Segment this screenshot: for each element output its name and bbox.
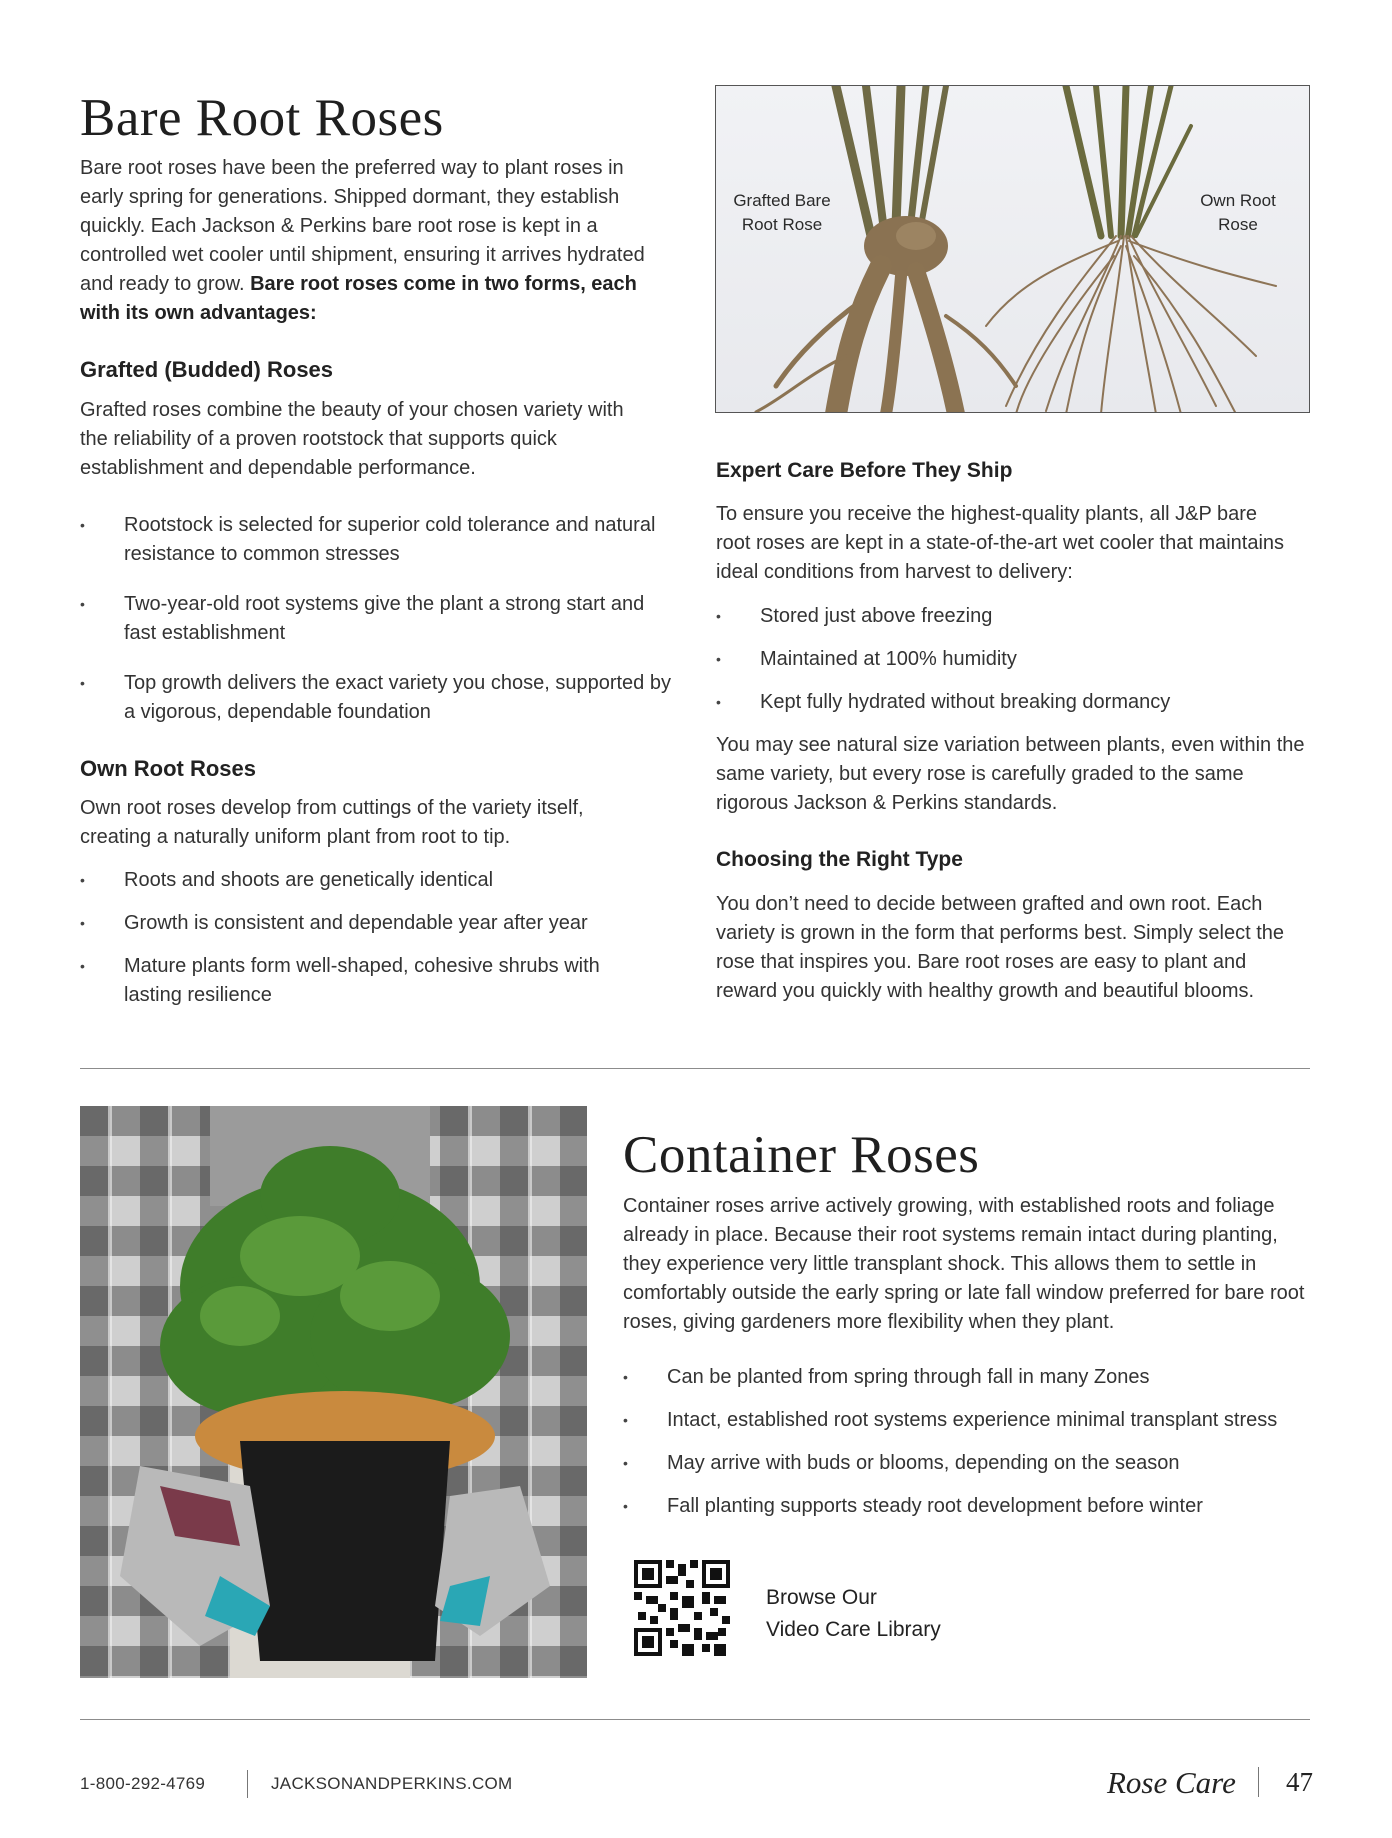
footer-website[interactable]: JACKSONANDPERKINS.COM: [271, 1774, 513, 1793]
own-root-bullets: [80, 866, 680, 1010]
list-item: • Fall planting supports steady root development before winter: [623, 1492, 1313, 1521]
page-number: 47: [1286, 1767, 1313, 1797]
list-item: • Roots and shoots are genetically identical: [80, 866, 680, 895]
grafted-photo-label: Grafted Bare Root Rose: [733, 191, 831, 234]
list-item: • Growth is consistent and dependable year after year: [80, 909, 680, 938]
bare-root-photo: [715, 85, 1310, 413]
expert-text-2: You may see natural size variation between plants, even within the same variety, but every rose is carefully graded to the same rigorous Jackson & Perkins standards.: [716, 734, 1305, 814]
footer-separator: [247, 1770, 248, 1798]
choosing-text: You don’t need to decide between grafted and own root. Each variety is grown in the form that performs best. Simply select the rose that inspires you. Bare root roses are easy to plant and reward you quickly with healthy growth and beautiful blooms.: [716, 893, 1284, 1002]
container-rose-photo: [80, 1106, 587, 1678]
list-item: • Two-year-old root systems give the plant a strong start and fast establishment: [80, 590, 680, 648]
own-root-text: Own root roses develop from cuttings of the variety itself, creating a naturally uniform plant from root to tip.: [80, 797, 584, 848]
container-illustration: [80, 1106, 587, 1678]
list-item: • Kept fully hydrated without breaking dormancy: [716, 688, 1306, 717]
footer-phone[interactable]: 1-800-292-4769: [80, 1774, 206, 1793]
video-library-link[interactable]: Browse Our Video Care Library: [766, 1586, 941, 1641]
own-root-photo-label: Own Root Rose: [1200, 191, 1276, 234]
list-item: • Maintained at 100% humidity: [716, 645, 1306, 674]
grafted-bullets: [80, 511, 680, 727]
grafted-text: Grafted roses combine the beauty of your chosen variety with the reliability of a proven rootstock that supports quick establishment and dependable performance.: [80, 399, 624, 479]
page-title: Bare Root Roses: [80, 89, 444, 147]
list-item: • Stored just above freezing: [716, 602, 1306, 631]
expert-text: To ensure you receive the highest-quality plants, all J&P bare root roses are kept in a state-of-the-art wet cooler that maintains ideal conditions from harvest to delivery:: [716, 503, 1285, 583]
intro-bold-text: Bare root roses come in two forms, each with its own advantages:: [80, 273, 637, 324]
own-root-heading: Own Root Roses: [80, 756, 257, 781]
container-bullets: [623, 1363, 1313, 1521]
qr-code-icon[interactable]: [634, 1560, 730, 1656]
container-text: Container roses arrive actively growing, with established roots and foliage already in place. Because their root systems remain intact during planting, they experience very little transplant shock. This allows them to settle in comfortably outside the early spring or late fall window preferred for bare root roses, giving gardeners more flexibility when they plant.: [623, 1195, 1305, 1333]
choosing-heading: Choosing the Right Type: [716, 848, 963, 871]
intro-text: Bare root roses have been the preferred way to plant roses in early spring for generations. Shipped dormant, they establish quickly. Each Jackson & Perkins bare root rose is kept in a controlled wet cooler until shipment, ensuring it arrives hydrated and ready to grow.: [80, 157, 645, 295]
list-item: • Intact, established root systems experience minimal transplant stress: [623, 1406, 1313, 1435]
footer-section-title: Rose Care: [1107, 1765, 1236, 1800]
list-item: • Top growth delivers the exact variety you chose, supported by a vigorous, dependable foundation: [80, 669, 680, 727]
grafted-heading: Grafted (Budded) Roses: [80, 357, 334, 382]
list-item: • Rootstock is selected for superior cold tolerance and natural resistance to common stresses: [80, 511, 680, 569]
list-item: • Mature plants form well-shaped, cohesive shrubs with lasting resilience: [80, 952, 640, 1010]
footer-separator-right: [1258, 1767, 1259, 1797]
expert-bullets: [716, 602, 1306, 717]
list-item: • May arrive with buds or blooms, depending on the season: [623, 1449, 1313, 1478]
roots-illustration: [716, 86, 1310, 413]
section-divider: [80, 1068, 1310, 1069]
list-item: • Can be planted from spring through fall in many Zones: [623, 1363, 1313, 1392]
container-title: Container Roses: [623, 1126, 980, 1184]
expert-heading: Expert Care Before They Ship: [716, 459, 1013, 482]
footer-divider: [80, 1719, 1310, 1720]
bare-root-intro: [80, 154, 670, 328]
